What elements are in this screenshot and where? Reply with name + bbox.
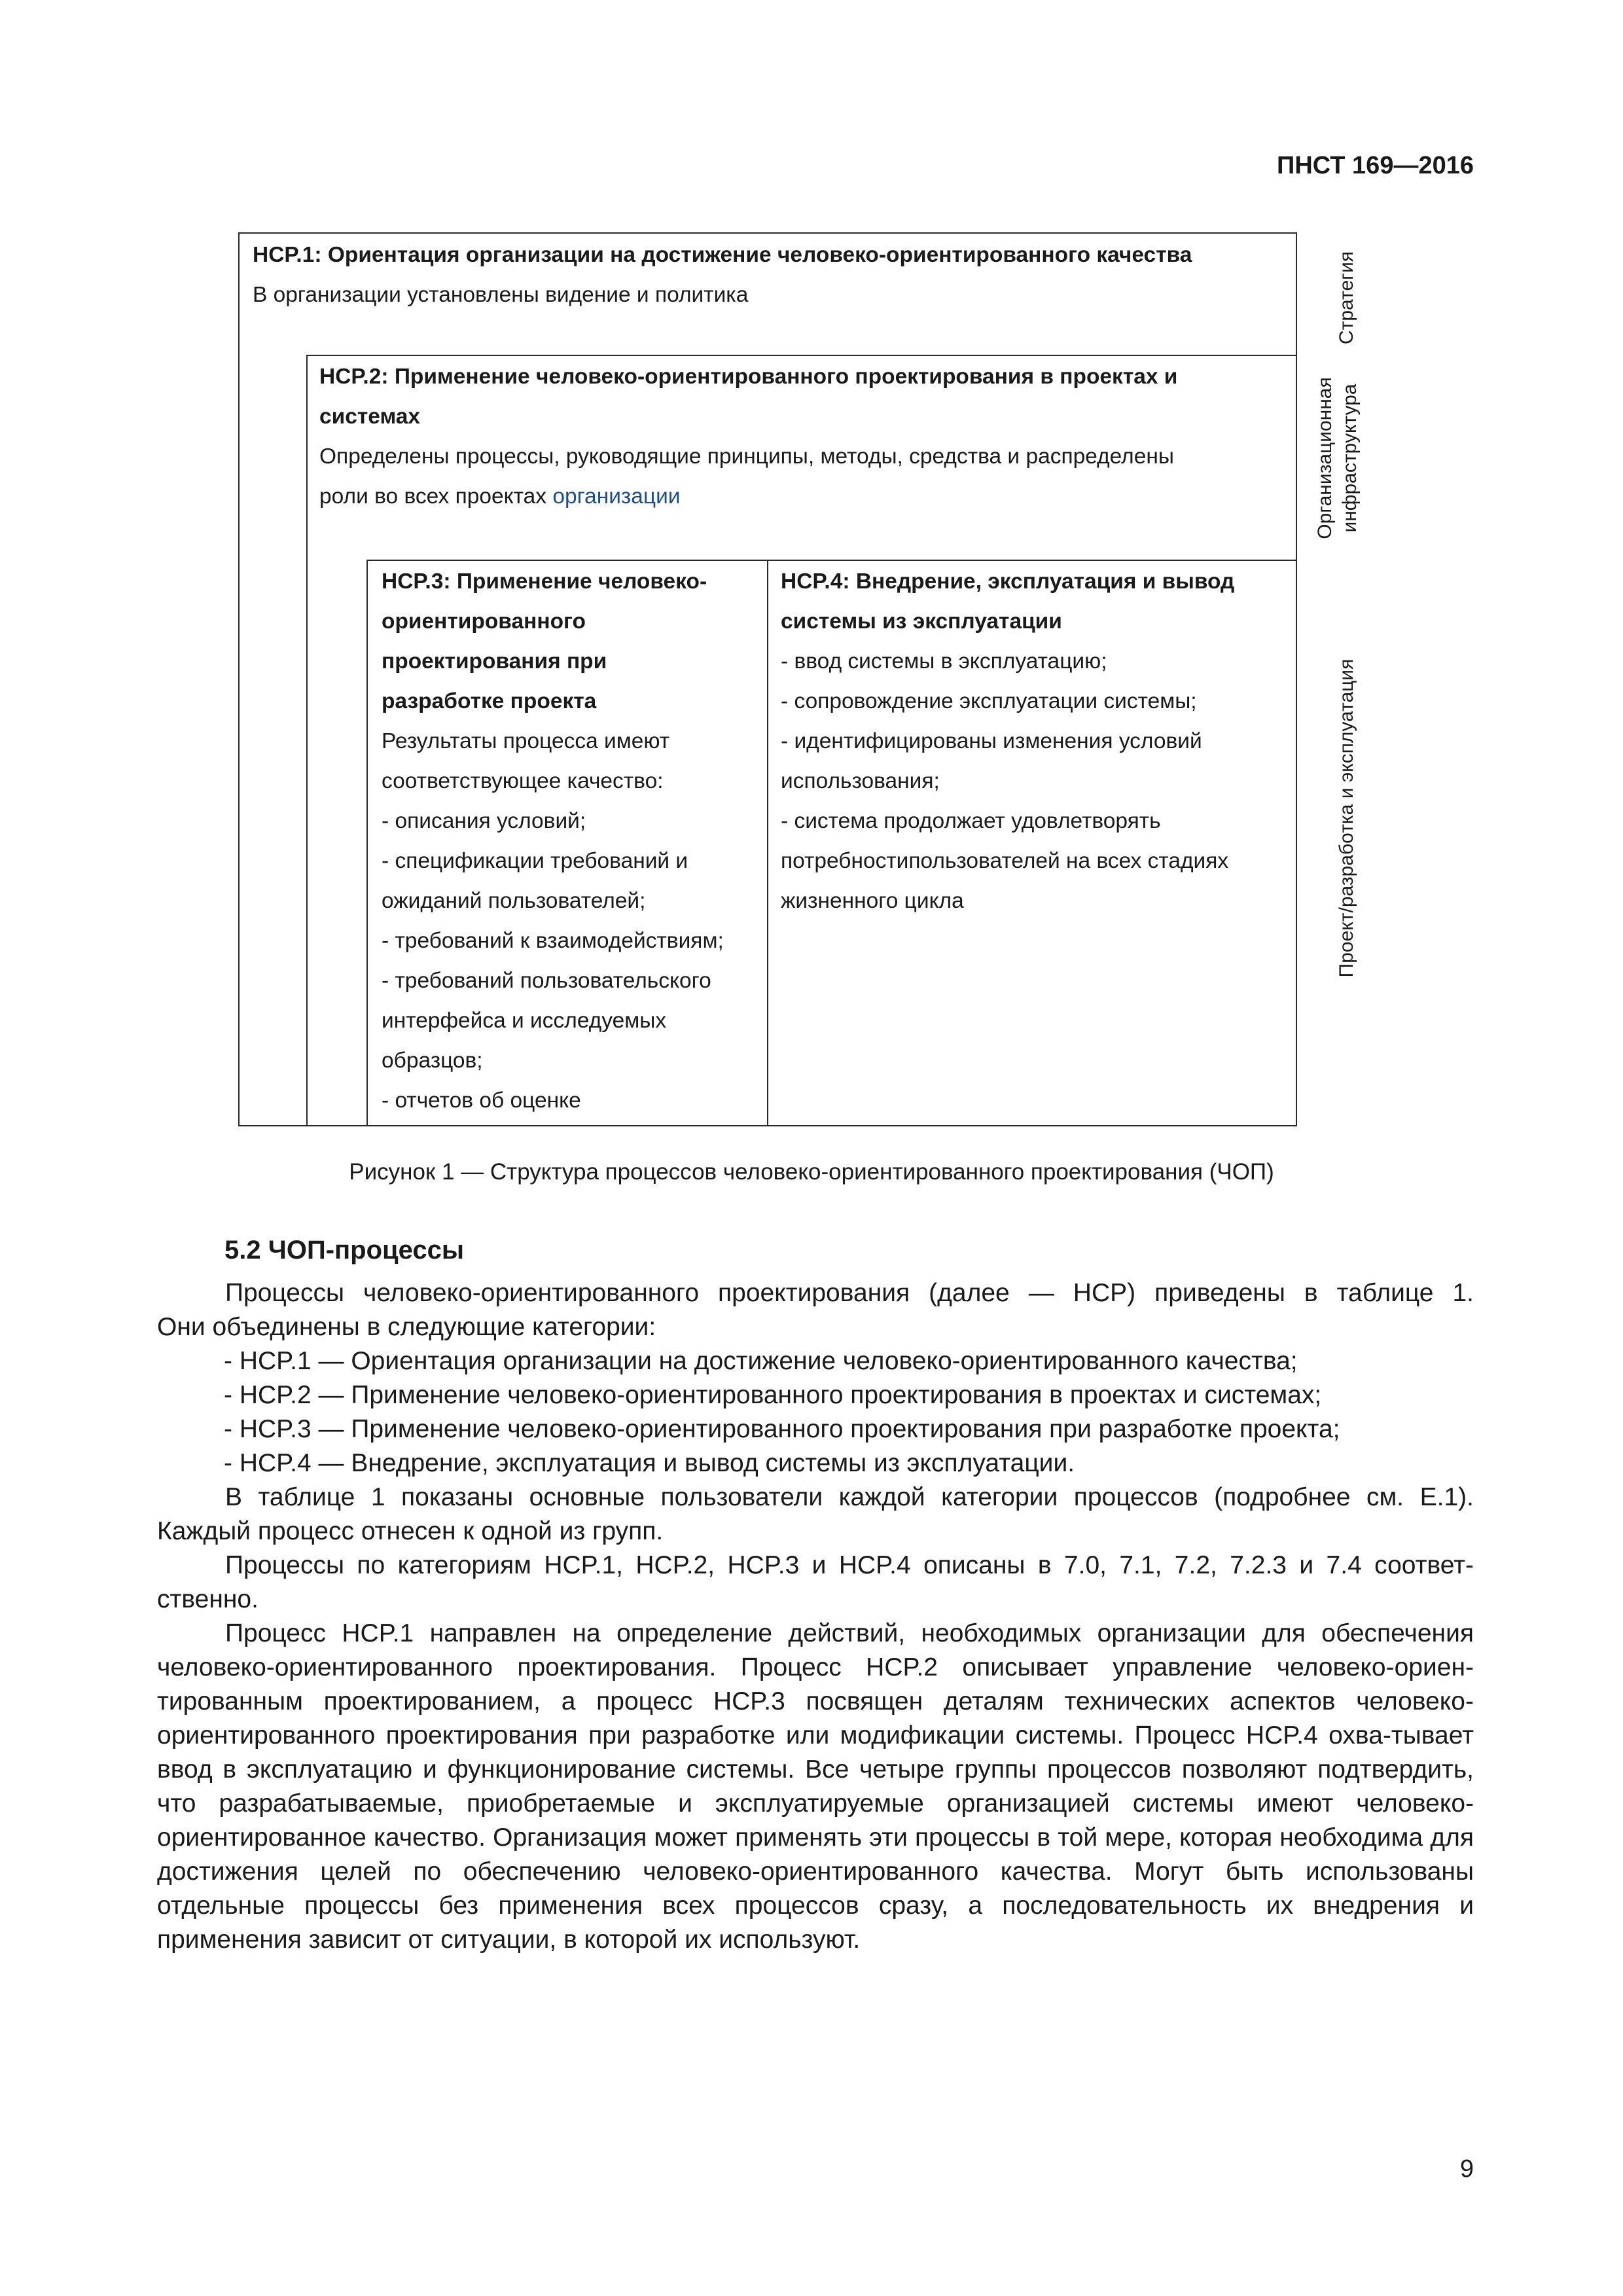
document-header: ПНСТ 169—2016 (1277, 152, 1474, 179)
hcp1-description: В организации установлены видение и политика (253, 283, 749, 307)
hcp3-title-line: разработке проекта (382, 689, 597, 713)
hcp2-description-line (319, 476, 1222, 516)
paragraph: Процессы человеко-ориентированного проектирования (далее — HCP) приведены в таблице 1. (225, 1279, 1474, 1307)
hcp1-text (253, 235, 1287, 315)
hcp4-text (781, 562, 1291, 921)
page-number: 9 (1459, 2155, 1474, 2183)
hcp3-title-line: проектирования при (382, 649, 607, 673)
list-item: - HCP.1 — Ориентация организации на достижение человеко-ориентированного качества; (224, 1347, 1298, 1375)
section-title: 5.2 ЧОП-процессы (224, 1236, 464, 1265)
hcp-process-structure-figure (238, 232, 1297, 1126)
hcp2-title-line: системах (319, 404, 421, 429)
hcp3-line: интерфейса и исследуемых (382, 1009, 667, 1033)
hcp3-line: соответствующее качество: (382, 769, 664, 793)
hcp3-line: ожиданий пользователей; (382, 889, 646, 913)
hcp4-title-line: системы из эксплуатации (781, 609, 1062, 634)
paragraph: Процессы по категориям HCP.1, HCP.2, HCP.3 и HCP.4 описаны в 7.0, 7.1, 7.2, 7.2.3 и 7.4 соответ-ственно. (157, 1551, 1474, 1613)
hcp3-line: - требований к взаимодействиям; (382, 929, 724, 953)
side-label-org-line: инфраструктура (1339, 384, 1361, 533)
hcp2-text (319, 357, 1222, 516)
side-label-project: Проект/разработка и эксплуатация (1336, 658, 1357, 978)
hcp4-line: - сопровождение эксплуатации системы; (781, 689, 1197, 713)
list-item: - HCP.4 — Внедрение, эксплуатация и вывод системы из эксплуатации. (224, 1449, 1075, 1477)
hcp3-line: - отчетов об оценке (382, 1088, 581, 1113)
side-label-org-infrastructure (1313, 377, 1363, 539)
hcp3-line: образцов; (382, 1049, 483, 1073)
hcp3-title-line: ориентированного (382, 609, 586, 634)
paragraph: В таблице 1 показаны основные пользователи каждой категории процессов (подробнее см. E.1). Каждый процесс отнесен к одной из групп. (157, 1483, 1474, 1545)
section-body (157, 1276, 1474, 1957)
organization-link[interactable]: организации (552, 484, 681, 509)
hcp4-line: потребностипользователей на всех стадиях (781, 849, 1229, 873)
hcp3-line: - спецификации требований и (382, 849, 688, 873)
hcp3-line: - требований пользовательского (382, 969, 711, 993)
hcp2-title-line: HCP.2: Применение человеко-ориентированного проектирования в проектах и (319, 365, 1178, 389)
hcp2-description-prefix: роли во всех проектах (319, 484, 553, 509)
hcp4-line: - идентифицированы изменения условий (781, 729, 1202, 753)
figure-caption: Рисунок 1 — Структура процессов человеко-ориентированного проектирования (ЧОП) (349, 1159, 1274, 1185)
list-item: - HCP.2 — Применение человеко-ориентированного проектирования в проектах и системах; (224, 1381, 1322, 1409)
hcp3-text (382, 562, 764, 1121)
hcp4-line: - система продолжает удовлетворять (781, 809, 1161, 833)
hcp4-line: жизненного цикла (781, 889, 964, 913)
paragraph: Процесс HCP.1 направлен на определение действий, необходимых организации для обеспечения человеко-ориентированного проектирования. Процесс HCP.2 описывает управление человеко-ориен-тированным проектированием, а процесс HCP.3 посвящен деталям технических аспектов человеко-ориентированного проектирования при разработке или модификации системы. Процесс HCP.4 охва-тывает ввод в эксплуатацию и функционирование системы. Все четыре группы процессов позволяют подтвердить, что разрабатываемые, приобретаемые и эксплуатируемые организацией системы имеют человеко-ориентированное качество. Организация может применять эти процессы в той мере, которая необходима для достижения целей по обеспечению человеко-ориентированного качества. Могут быть использованы отдельные процессы без применения всех процессов сразу, а последовательность их внедрения и применения зависит от ситуации, в которой их используют. (157, 1619, 1474, 1954)
hcp1-title: HCP.1: Ориентация организации на достижение человеко-ориентированного качества (253, 243, 1192, 267)
side-label-strategy: Стратегия (1336, 251, 1357, 345)
paragraph: Они объединены в следующие категории: (157, 1313, 656, 1341)
hcp3-title-line: HCP.3: Применение человеко- (382, 569, 707, 594)
hcp4-line: - ввод системы в эксплуатацию; (781, 649, 1107, 673)
list-item: - HCP.3 — Применение человеко-ориентированного проектирования при разработке проекта; (224, 1415, 1340, 1443)
hcp4-line: использования; (781, 769, 940, 793)
side-label-org-line: Организационная (1314, 377, 1336, 539)
hcp4-title-line: HCP.4: Внедрение, эксплуатация и вывод (781, 569, 1235, 594)
hcp3-line: Результаты процесса имеют (382, 729, 670, 753)
hcp2-description-line: Определены процессы, руководящие принципы, методы, средства и распределены (319, 444, 1174, 469)
hcp3-line: - описания условий; (382, 809, 586, 833)
